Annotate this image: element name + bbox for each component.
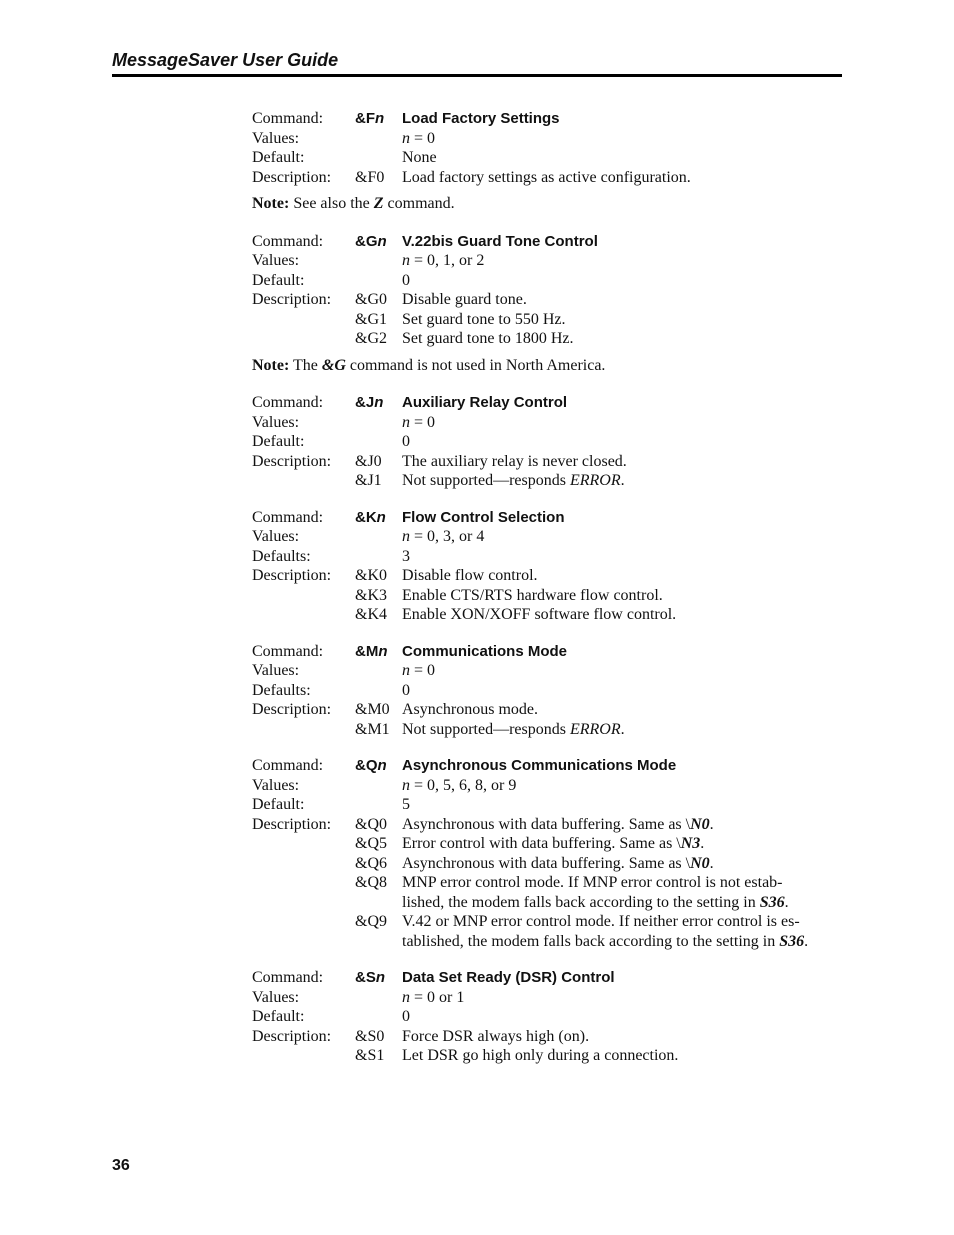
command-code-prefix: &J [355,394,375,411]
description-reference: S36 [759,893,785,911]
values-spacer [355,251,402,271]
description-code: &Q5 [355,835,387,852]
default-value: 0 [402,681,410,699]
command-label: Command: [252,508,324,526]
values-label: Values: [252,129,300,147]
values-label: Values: [252,413,300,431]
default-value: 0 [402,1008,410,1025]
description-punct: . [804,932,809,950]
values-label: Values: [252,776,300,794]
description-row [252,168,852,188]
description-reference: N0 [690,815,710,833]
description-label: Description: [252,291,332,308]
command-code [355,232,402,252]
default-value: 3 [402,547,410,565]
description-label: Description: [252,168,332,186]
description-text [402,566,852,586]
description-row [252,452,852,472]
command-block [252,642,852,740]
description-text-main: tablished, the modem falls back according to the setting in [402,932,780,950]
values-spacer [355,661,402,681]
description-row [252,566,852,586]
description-code: &K3 [355,586,387,604]
description-text-main: The auxiliary relay is never closed. [402,452,627,470]
default-value: 5 [402,796,410,813]
description-text-main: Enable CTS/RTS hardware flow control. [402,586,663,604]
description-row [252,815,852,835]
description-punct: . [620,720,625,738]
description-label: Description: [252,567,332,584]
description-code: &G1 [355,310,387,328]
values-row [252,661,852,681]
description-label [252,893,355,913]
description-text-main: Not supported—responds [402,720,570,738]
description-label: Description: [252,701,332,718]
description-text [402,932,852,952]
values-text [402,661,852,681]
default-spacer [355,795,402,815]
command-label: Command: [252,642,324,660]
description-label: Description: [252,1027,332,1045]
command-code [355,393,402,413]
description-text-main: Asynchronous mode. [402,701,538,718]
values-row [252,776,852,796]
description-code: &S1 [355,1047,385,1064]
command-code-variable: n [377,757,387,774]
values-variable: n [402,252,410,269]
values-spacer [355,988,402,1008]
description-label [252,1046,355,1066]
description-row [252,932,852,952]
description-code: &K4 [355,606,387,623]
command-code-prefix: &Q [355,757,378,774]
description-row [252,605,852,625]
command-code-variable: n [377,232,387,250]
header-rule [112,74,842,77]
default-value: 0 [402,271,410,289]
default-spacer [355,271,402,291]
description-text [402,452,852,472]
description-text [402,873,852,893]
default-label: Default: [252,271,305,289]
default-label: Defaults: [252,681,311,699]
values-text [402,527,852,547]
command-code-prefix: &K [355,508,377,526]
note-text: command. [383,195,455,212]
command-row [252,508,852,528]
default-spacer [355,1007,402,1027]
description-reference: N0 [690,854,710,872]
default-label: Default: [252,149,305,166]
command-row [252,232,852,252]
default-row [252,681,852,701]
values-variable: n [402,413,410,431]
command-label: Command: [252,969,324,986]
values-range: = 0 or 1 [410,988,465,1006]
description-reference: N3 [680,835,701,852]
command-block [252,756,852,951]
command-code-prefix: &M [355,642,379,660]
description-text [402,893,852,913]
values-variable: n [402,528,410,545]
command-code-variable: n [375,969,386,986]
running-header-title: MessageSaver User Guide [112,50,339,70]
description-label [252,854,355,874]
description-row [252,893,852,913]
description-code: &F0 [355,168,385,186]
default-label: Default: [252,796,305,813]
note [252,356,852,376]
command-label: Command: [252,394,324,411]
description-text [402,471,852,491]
description-text [402,329,852,349]
note-text: See also the [289,195,374,212]
values-variable: n [402,129,410,147]
values-text [402,413,852,433]
default-row [252,1007,852,1027]
description-text [402,605,852,625]
note-command: &G [321,356,346,374]
description-label [252,720,355,740]
description-label [252,605,355,625]
description-text-main: Not supported—responds [402,472,570,489]
description-row [252,1046,852,1066]
description-label [252,329,355,349]
command-code [355,508,402,528]
values-text [402,988,852,1008]
command-label: Command: [252,757,324,774]
description-label [252,310,355,330]
command-block [252,393,852,491]
description-label: Description: [252,452,332,470]
description-text [402,912,852,932]
default-spacer [355,432,402,452]
default-value: None [402,149,437,166]
values-label: Values: [252,662,300,679]
description-label [252,834,355,854]
description-text [402,168,852,188]
description-text-main: MNP error control mode. If MNP error control is not estab- [402,874,783,891]
description-text [402,586,852,606]
page-number: 36 [112,1157,130,1174]
description-punct: . [709,854,714,872]
command-row [252,109,852,129]
description-label [252,586,355,606]
values-row [252,251,852,271]
description-text-main: Disable flow control. [402,567,538,584]
description-punct: . [784,893,789,911]
values-text [402,129,852,149]
description-code: &M0 [355,701,390,718]
description-punct: . [620,472,625,489]
description-row [252,720,852,740]
description-text-main: Load factory settings as active configuration. [402,168,691,186]
values-row [252,413,852,433]
description-text-main: Force DSR always high (on). [402,1027,590,1045]
description-code [355,932,402,952]
description-code: &K0 [355,567,387,584]
values-spacer [355,527,402,547]
command-code-variable: n [378,642,388,660]
command-row [252,642,852,662]
description-code [355,893,402,913]
command-label: Command: [252,110,324,127]
command-code-prefix: &F [355,110,375,127]
description-code: &Q9 [355,913,387,930]
values-range: = 0 [410,413,436,431]
values-text [402,776,852,796]
description-label [252,471,355,491]
description-row [252,854,852,874]
description-code: &Q0 [355,815,387,833]
description-text-main: Asynchronous with data buffering. Same as \ [402,815,691,833]
command-title: Data Set Ready (DSR) Control [402,969,615,986]
command-label: Command: [252,232,324,250]
description-code: &G0 [355,291,387,308]
values-variable: n [402,662,410,679]
values-label: Values: [252,988,300,1006]
description-code: &Q6 [355,854,387,872]
description-row [252,700,852,720]
values-spacer [355,776,402,796]
note-text: command is not used in North America. [345,356,606,374]
description-punct: . [709,815,714,833]
note-text: The [289,356,322,374]
description-text [402,854,852,874]
values-spacer [355,413,402,433]
default-label: Defaults: [252,547,311,565]
command-title: Auxiliary Relay Control [402,394,568,411]
command-code [355,109,402,129]
description-code: &M1 [355,720,390,738]
command-title: Asynchronous Communications Mode [402,757,677,774]
default-row [252,547,852,567]
description-row [252,873,852,893]
command-title: V.22bis Guard Tone Control [402,232,598,250]
description-code: &Q8 [355,874,387,891]
values-text [402,251,852,271]
command-title: Flow Control Selection [402,508,565,526]
default-value: 0 [402,433,410,450]
description-text-main: Set guard tone to 1800 Hz. [402,330,574,347]
note-command: Z [373,195,384,212]
description-label [252,873,355,893]
description-text-main: lished, the modem falls back according to the setting in [402,893,760,911]
command-block [252,232,852,349]
values-range: = 0, 5, 6, 8, or 9 [410,776,517,794]
description-response: ERROR [569,472,621,489]
command-code-prefix: &G [355,232,378,250]
values-range: = 0 [410,129,436,147]
description-punct: . [700,835,705,852]
description-text [402,290,852,310]
values-label: Values: [252,528,300,545]
description-row [252,834,852,854]
description-row [252,1027,852,1047]
command-title: Communications Mode [402,642,568,660]
values-range: = 0, 3, or 4 [410,528,485,545]
values-range: = 0 [410,662,436,679]
default-label: Default: [252,1008,305,1025]
description-row [252,290,852,310]
default-row [252,795,852,815]
default-spacer [355,547,402,567]
note-label: Note: [252,356,290,374]
command-row [252,393,852,413]
description-row [252,586,852,606]
description-code: &J0 [355,452,382,470]
default-spacer [355,681,402,701]
command-code-prefix: &S [355,969,376,986]
command-reference-content [252,109,852,1083]
description-reference: S36 [779,932,805,950]
description-text-main: Disable guard tone. [402,291,527,308]
values-row [252,129,852,149]
description-text [402,1046,852,1066]
default-row [252,271,852,291]
command-title: Load Factory Settings [402,110,560,127]
values-spacer [355,129,402,149]
values-row [252,988,852,1008]
command-code [355,642,402,662]
command-row [252,968,852,988]
description-text-main: Asynchronous with data buffering. Same as \ [402,854,691,872]
description-text [402,720,852,740]
description-text-main: Let DSR go high only during a connection. [402,1047,679,1064]
description-text-main: V.42 or MNP error control mode. If neither error control is es- [402,913,800,930]
description-label: Description: [252,815,332,833]
description-text-main: Set guard tone to 550 Hz. [402,310,566,328]
description-text-main: Error control with data buffering. Same as \ [402,835,681,852]
description-text [402,1027,852,1047]
description-label [252,932,355,952]
description-response: ERROR [569,720,621,738]
description-code: &G2 [355,330,387,347]
command-code [355,756,402,776]
command-code-variable: n [375,110,385,127]
default-label: Default: [252,433,305,450]
command-block [252,968,852,1066]
values-label: Values: [252,252,300,269]
note [252,194,852,214]
description-label [252,912,355,932]
values-range: = 0, 1, or 2 [410,252,485,269]
note-label: Note: [252,195,290,212]
values-variable: n [402,776,410,794]
description-row [252,912,852,932]
description-row [252,310,852,330]
description-code: &S0 [355,1027,385,1045]
command-block [252,109,852,187]
description-row [252,329,852,349]
description-row [252,471,852,491]
description-text-main: Enable XON/XOFF software flow control. [402,606,677,623]
description-text [402,310,852,330]
command-row [252,756,852,776]
values-variable: n [402,988,410,1006]
command-code-variable: n [374,394,384,411]
default-row [252,148,852,168]
description-text [402,815,852,835]
values-row [252,527,852,547]
command-code-variable: n [376,508,386,526]
default-row [252,432,852,452]
command-code [355,968,402,988]
description-code: &J1 [355,472,382,489]
description-text [402,700,852,720]
default-spacer [355,148,402,168]
command-block [252,508,852,625]
description-text [402,834,852,854]
